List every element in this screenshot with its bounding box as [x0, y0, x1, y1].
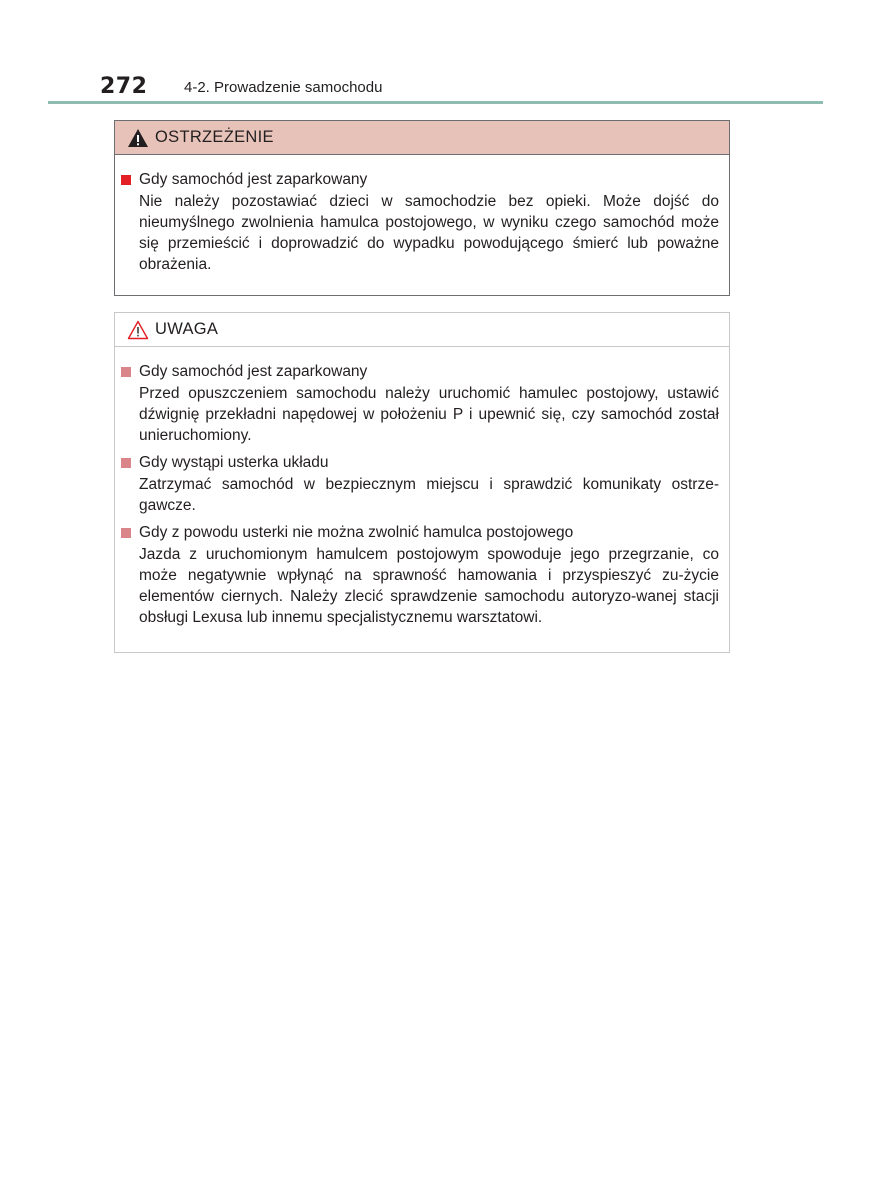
item-heading-text: Gdy samochód jest zaparkowany — [139, 171, 368, 188]
warning-box-title: OSTRZEŻENIE — [155, 128, 274, 146]
caution-box-header — [115, 313, 729, 347]
item-heading-text: Gdy wystąpi usterka układu — [139, 454, 329, 471]
warning-box-header — [115, 121, 729, 155]
item-text: Przed opuszczeniem samochodu należy uruchomić hamulec postojowy, ustawić dźwignię przekładni napędowej w położeniu P i upewnić się, czy samochód został unieruchomiony. — [139, 385, 719, 444]
warning-box — [114, 120, 730, 296]
item-heading — [121, 522, 729, 544]
warning-triangle-icon — [127, 128, 149, 148]
caution-box-body — [115, 347, 729, 628]
item-heading — [121, 169, 729, 191]
warning-box-body — [115, 155, 729, 275]
square-bullet-icon — [121, 367, 131, 377]
list-item — [121, 169, 729, 275]
caution-box-title: UWAGA — [155, 320, 219, 338]
page-number: 272 — [100, 74, 148, 99]
item-heading — [121, 361, 729, 383]
list-item — [121, 452, 729, 516]
caution-triangle-icon — [127, 320, 149, 340]
item-text: Jazda z uruchomionym hamulcem postojowym spowoduje jego przegrzanie, co może negatywnie wpłynąć na sprawność hamowania i przyspieszyć zu-życie elementów ciernych. Należy zlecić sprawdzenie samochodu autoryzo-wanej stacji obsługi Lexusa lub innemu specjalistycznemu warsztatowi. — [139, 546, 719, 626]
item-text: Zatrzymać samochód w bezpiecznym miejscu i sprawdzić komunikaty ostrze-gawcze. — [139, 476, 719, 514]
list-item — [121, 361, 729, 446]
square-bullet-icon — [121, 528, 131, 538]
caution-box — [114, 312, 730, 653]
square-bullet-icon — [121, 458, 131, 468]
header-rule — [48, 101, 823, 104]
list-item — [121, 522, 729, 628]
item-heading-text: Gdy z powodu usterki nie można zwolnić hamulca postojowego — [139, 524, 574, 541]
item-heading-text: Gdy samochód jest zaparkowany — [139, 363, 368, 380]
item-heading — [121, 452, 729, 474]
section-title: 4-2. Prowadzenie samochodu — [184, 79, 383, 96]
square-bullet-icon — [121, 175, 131, 185]
item-text: Nie należy pozostawiać dzieci w samochodzie bez opieki. Może dojść do nieumyślnego zwolnienia hamulca postojowego, w wyniku czego samochód może się przemieścić i doprowadzić do wypadku powodującego śmierć lub poważne obrażenia. — [139, 193, 719, 273]
